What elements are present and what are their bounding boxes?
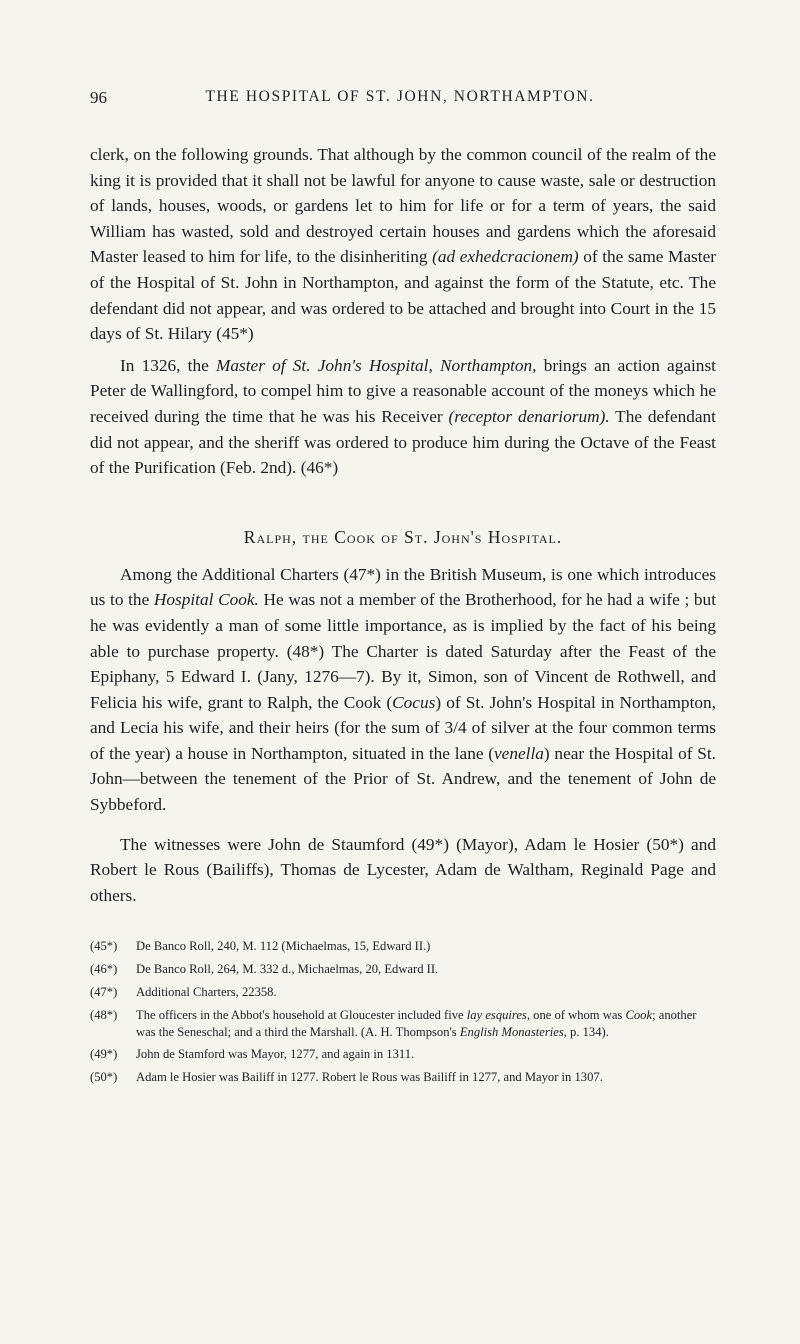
paragraph-2: In 1326, the Master of St. John's Hospital, Northampton, brings an action against Peter de Wallingford, to compel him to give a reasonable account of the moneys which he received during the time that he was his Receiver (receptor denariorum). The defendant did not appear, and the sheriff was ordered to produce him during the Octave of the Feast of the Purification (Feb. 2nd). (46*): [90, 355, 716, 478]
footnote-45: (45*) De Banco Roll, 240, M. 112 (Michaelmas, 15, Edward II.): [90, 939, 431, 954]
footnote-48: (48*) The officers in the Abbot's household at Gloucester included five lay esquires, one of whom was Cook; another was the Seneschal; and a third the Marshall. (A. H. Thompson's English Monasteries, p. 134).: [90, 1007, 697, 1039]
running-head: THE HOSPITAL OF ST. JOHN, NORTHAMPTON.: [205, 88, 595, 105]
paragraph-4: The witnesses were John de Staumford (49*) (Mayor), Adam le Hosier (50*) and Robert le Rous (Bailiffs), Thomas de Lycester, Adam de Waltham, Reginald Page and others.: [90, 834, 716, 905]
page-header: [0, 88, 800, 112]
page-number: 96: [90, 88, 107, 107]
page-body: [90, 142, 716, 1092]
paragraph-1: clerk, on the following grounds. That although by the common council of the realm of the king it is provided that it shall not be lawful for anyone to cause waste, sale or destruction of lands, houses, woods, or gardens let to him for life or for a term of years, the said William has wasted, sold and destroyed certain houses and gardens which the aforesaid Master leased to him for life, to the disinheriting (ad exhedcracionem) of the same Master of the Hospital of St. John in Northampton, and against the form of the Statute, etc. The defendant did not appear, and was ordered to be attached and brought into Court in the 15 days of St. Hilary (45*): [90, 145, 716, 344]
footnote-47: (47*) Additional Charters, 22358.: [90, 984, 277, 999]
footnotes: [90, 938, 716, 1086]
paragraph-3: Among the Additional Charters (47*) in the British Museum, is one which introduces us to the Hospital Cook. He was not a member of the Brotherhood, for he had a wife ; but he was evidently a man of some little importance, as is implied by the fact of his being able to purchase property. (48*) The Charter is dated Saturday after the Feast of the Epiphany, 5 Edward I. (Jany, 1276—7). By it, Simon, son of Vincent de Rothwell, and Felicia his wife, grant to Ralph, the Cook (Cocus) of St. John's Hospital in Northampton, and Lecia his wife, and their heirs (for the sum of 3/4 of silver at the four common terms of the year) a house in Northampton, situated in the lane (venella) near the Hospital of St. John—between the tenement of the Prior of St. Andrew, and the tenement of John de Sybbeford.: [90, 564, 716, 815]
footnote-46: (46*) De Banco Roll, 264, M. 332 d., Michaelmas, 20, Edward II.: [90, 962, 439, 977]
section-heading: Ralph, the Cook of St. John's Hospital.: [243, 526, 563, 547]
footnote-50: (50*) Adam le Hosier was Bailiff in 1277. Robert le Rous was Bailiff in 1277, and Mayor in 1307.: [90, 1070, 603, 1085]
footnote-49: (49*) John de Stamford was Mayor, 1277, and again in 1311.: [90, 1047, 415, 1062]
